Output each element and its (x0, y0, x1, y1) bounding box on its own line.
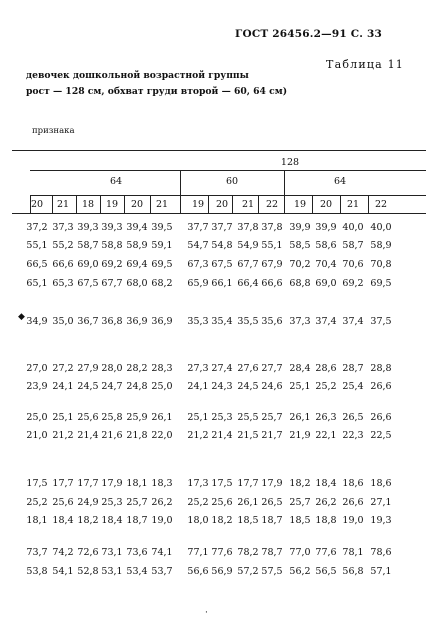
table-cell: 17,9 (261, 478, 283, 489)
table-cell: 24,7 (101, 381, 123, 392)
table-cell: 78,1 (342, 547, 364, 558)
table-cell: 36,9 (151, 316, 173, 327)
table-cell: 17,7 (52, 478, 74, 489)
table-cell: 54,9 (237, 240, 259, 251)
table-cell: 72,6 (77, 547, 99, 558)
table-cell: 18,4 (315, 478, 337, 489)
table-cell: 58,5 (289, 240, 311, 251)
table-cell: 39,9 (289, 222, 311, 233)
table-cell: 69,5 (370, 278, 392, 289)
table-cell: 18,2 (289, 478, 311, 489)
table-cell: 21,4 (211, 430, 233, 441)
table-cell: 22,5 (370, 430, 392, 441)
table-cell: 24,3 (211, 381, 233, 392)
table-cell: 26,6 (370, 381, 392, 392)
table-cell: 37,3 (289, 316, 311, 327)
table-cell: 52,8 (77, 566, 99, 577)
table-cell: 18,7 (261, 515, 283, 526)
table-cell: 18,5 (289, 515, 311, 526)
table-cell: 28,0 (101, 363, 123, 374)
column-subheader: 21 (56, 199, 70, 210)
column-subheader: 21 (241, 199, 255, 210)
table-cell: 19,3 (370, 515, 392, 526)
table-cell: 25,3 (101, 497, 123, 508)
table-cell: 35,0 (52, 316, 74, 327)
table-cell: 35,5 (237, 316, 259, 327)
column-subheader: 22 (265, 199, 279, 210)
table-cell: 54,1 (52, 566, 74, 577)
table-cell: 35,6 (261, 316, 283, 327)
table-cell: 37,2 (26, 222, 48, 233)
table-cell: 69,0 (77, 259, 99, 270)
table-cell: 21,4 (77, 430, 99, 441)
table-cell: 54,7 (187, 240, 209, 251)
column-subheader: 21 (346, 199, 360, 210)
column-subheader: 19 (293, 199, 307, 210)
table-cell: 40,0 (370, 222, 392, 233)
table-cell: 26,1 (151, 412, 173, 423)
table-cell: 37,8 (237, 222, 259, 233)
table-cell: 27,6 (237, 363, 259, 374)
table-cell: 18,0 (187, 515, 209, 526)
table-cell: 53,1 (101, 566, 123, 577)
table-cell: 66,1 (211, 278, 233, 289)
sign-label: признака (32, 126, 75, 136)
table-cell: 21,0 (26, 430, 48, 441)
table-cell: 58,9 (126, 240, 148, 251)
table-cell: 18,1 (26, 515, 48, 526)
table-cell: 26,1 (237, 497, 259, 508)
table-cell: 39,5 (151, 222, 173, 233)
table-cell: 28,6 (315, 363, 337, 374)
table-cell: 28,4 (289, 363, 311, 374)
table-cell: 25,0 (26, 412, 48, 423)
table-cell: 56,5 (315, 566, 337, 577)
table-cell: 24,8 (126, 381, 148, 392)
table-cell: 25,2 (26, 497, 48, 508)
table-cell: 25,7 (126, 497, 148, 508)
table-cell: 58,7 (77, 240, 99, 251)
table-cell: 37,4 (315, 316, 337, 327)
table-cell: 66,6 (261, 278, 283, 289)
table-cell: 36,9 (126, 316, 148, 327)
table-cell: 27,4 (211, 363, 233, 374)
table-cell: 18,5 (237, 515, 259, 526)
table-cell: 26,1 (289, 412, 311, 423)
table-cell: 26,6 (370, 412, 392, 423)
table-cell: 78,6 (370, 547, 392, 558)
table-cell: 19,0 (342, 515, 364, 526)
table-cell: 56,9 (211, 566, 233, 577)
column-subheader: 20 (319, 199, 333, 210)
table-cell: 17,5 (211, 478, 233, 489)
table-cell: 21,6 (101, 430, 123, 441)
table-cell: 21,5 (237, 430, 259, 441)
table-cell: 27,1 (370, 497, 392, 508)
table-cell: 58,9 (370, 240, 392, 251)
table-cell: 26,5 (261, 497, 283, 508)
table-cell: 21,8 (126, 430, 148, 441)
rule-sub (12, 213, 426, 214)
table-cell: 68,8 (289, 278, 311, 289)
table-cell: 66,4 (237, 278, 259, 289)
table-cell: 37,7 (187, 222, 209, 233)
table-cell: 55,1 (26, 240, 48, 251)
table-cell: 69,2 (101, 259, 123, 270)
table-cell: 53,8 (26, 566, 48, 577)
table-cell: 24,1 (52, 381, 74, 392)
table-cell: 69,2 (342, 278, 364, 289)
table-cell: 22,3 (342, 430, 364, 441)
column-subheader: 20 (130, 199, 144, 210)
table-cell: 56,8 (342, 566, 364, 577)
table-cell: 28,8 (370, 363, 392, 374)
table-cell: 27,2 (52, 363, 74, 374)
table-cell: 70,6 (342, 259, 364, 270)
table-cell: 25,1 (289, 381, 311, 392)
table-cell: 58,8 (101, 240, 123, 251)
table-cell: 58,6 (315, 240, 337, 251)
table-cell: 18,6 (342, 478, 364, 489)
table-cell: 25,1 (52, 412, 74, 423)
table-cell: 67,3 (187, 259, 209, 270)
table-cell: 18,8 (315, 515, 337, 526)
table-cell: 21,9 (289, 430, 311, 441)
caption-line-2: рост — 128 см, обхват груди второй — 60, 64 см) (26, 86, 288, 97)
table-cell: 25,8 (101, 412, 123, 423)
table-title: Таблица 11 (326, 58, 404, 71)
table-cell: 25,5 (237, 412, 259, 423)
table-cell: 27,3 (187, 363, 209, 374)
table-cell: 18,6 (370, 478, 392, 489)
table-cell: 18,4 (52, 515, 74, 526)
table-cell: 70,2 (289, 259, 311, 270)
table-cell: 66,6 (52, 259, 74, 270)
table-cell: 18,4 (101, 515, 123, 526)
table-cell: 65,9 (187, 278, 209, 289)
table-cell: 57,5 (261, 566, 283, 577)
table-cell: 17,7 (77, 478, 99, 489)
table-cell: 67,7 (237, 259, 259, 270)
table-cell: 58,7 (342, 240, 364, 251)
table-cell: 22,0 (151, 430, 173, 441)
rule-top (12, 150, 426, 151)
table-cell: 24,5 (237, 381, 259, 392)
table-cell: 34,9 (26, 316, 48, 327)
rule-128 (30, 170, 426, 171)
table-cell: 28,7 (342, 363, 364, 374)
table-cell: 24,9 (77, 497, 99, 508)
table-cell: 55,2 (52, 240, 74, 251)
table-cell: 18,2 (77, 515, 99, 526)
table-cell: 70,8 (370, 259, 392, 270)
table-cell: 26,2 (315, 497, 337, 508)
table-cell: 67,5 (211, 259, 233, 270)
table-cell: 17,9 (101, 478, 123, 489)
page-header: ГОСТ 26456.2—91 С. 33 (235, 28, 382, 40)
table-cell: 21,2 (52, 430, 74, 441)
table-cell: 59,1 (151, 240, 173, 251)
table-cell: 26,3 (315, 412, 337, 423)
table-cell: 24,5 (77, 381, 99, 392)
table-cell: 66,5 (26, 259, 48, 270)
table-cell: 69,5 (151, 259, 173, 270)
table-cell: 77,6 (211, 547, 233, 558)
table-cell: 78,2 (237, 547, 259, 558)
table-cell: 69,0 (315, 278, 337, 289)
table-cell: 67,7 (101, 278, 123, 289)
column-subheader: 18 (81, 199, 95, 210)
table-cell: 39,3 (101, 222, 123, 233)
table-cell: 69,4 (126, 259, 148, 270)
table-cell: 26,6 (342, 497, 364, 508)
table-cell: 65,3 (52, 278, 74, 289)
table-cell: 21,7 (261, 430, 283, 441)
column-subheader: 22 (374, 199, 388, 210)
table-cell: 17,5 (26, 478, 48, 489)
table-cell: 77,1 (187, 547, 209, 558)
table-cell: 17,7 (237, 478, 259, 489)
table-cell: 25,3 (211, 412, 233, 423)
table-cell: 26,2 (151, 497, 173, 508)
table-cell: 56,6 (187, 566, 209, 577)
marker-dot-small: · (205, 608, 208, 618)
table-cell: 37,8 (261, 222, 283, 233)
table-cell: 25,6 (52, 497, 74, 508)
table-cell: 18,1 (126, 478, 148, 489)
rule-mid (30, 195, 426, 196)
table-cell: 35,4 (211, 316, 233, 327)
header-64-right: 64 (333, 176, 347, 187)
table-cell: 39,4 (126, 222, 148, 233)
table-cell: 35,3 (187, 316, 209, 327)
table-cell: 17,3 (187, 478, 209, 489)
table-cell: 25,7 (261, 412, 283, 423)
table-cell: 68,2 (151, 278, 173, 289)
table-cell: 24,6 (261, 381, 283, 392)
header-60: 60 (225, 176, 239, 187)
table-cell: 25,0 (151, 381, 173, 392)
table-cell: 28,2 (126, 363, 148, 374)
table-cell: 37,4 (342, 316, 364, 327)
table-cell: 68,0 (126, 278, 148, 289)
table-cell: 57,1 (370, 566, 392, 577)
table-cell: 73,7 (26, 547, 48, 558)
table-cell: 53,4 (126, 566, 148, 577)
table-cell: 74,1 (151, 547, 173, 558)
column-subheader: 19 (105, 199, 119, 210)
table-cell: 21,2 (187, 430, 209, 441)
table-cell: 67,5 (77, 278, 99, 289)
table-cell: 40,0 (342, 222, 364, 233)
table-cell: 25,9 (126, 412, 148, 423)
table-cell: 25,2 (187, 497, 209, 508)
table-cell: 53,7 (151, 566, 173, 577)
table-cell: 37,7 (211, 222, 233, 233)
table-cell: 78,7 (261, 547, 283, 558)
table-cell: 73,1 (101, 547, 123, 558)
table-cell: 25,6 (211, 497, 233, 508)
table-cell: 39,3 (77, 222, 99, 233)
table-cell: 25,6 (77, 412, 99, 423)
table-cell: 67,9 (261, 259, 283, 270)
table-cell: 27,9 (77, 363, 99, 374)
table-cell: 22,1 (315, 430, 337, 441)
table-cell: 19,0 (151, 515, 173, 526)
table-cell: 25,2 (315, 381, 337, 392)
column-subheader: 19 (191, 199, 205, 210)
table-cell: 23,9 (26, 381, 48, 392)
column-subheader: 21 (155, 199, 169, 210)
column-subheader: 20 (215, 199, 229, 210)
table-cell: 37,3 (52, 222, 74, 233)
table-cell: 73,6 (126, 547, 148, 558)
header-64-left: 64 (109, 176, 123, 187)
table-cell: 25,7 (289, 497, 311, 508)
table-cell: 77,6 (315, 547, 337, 558)
table-cell: 74,2 (52, 547, 74, 558)
table-cell: 39,9 (315, 222, 337, 233)
table-cell: 25,4 (342, 381, 364, 392)
table-cell: 25,1 (187, 412, 209, 423)
table-cell: 37,5 (370, 316, 392, 327)
table-cell: 65,1 (26, 278, 48, 289)
table-cell: 54,8 (211, 240, 233, 251)
table-cell: 70,4 (315, 259, 337, 270)
table-cell: 77,0 (289, 547, 311, 558)
marker-dot: ◆ (18, 312, 25, 322)
table-cell: 57,2 (237, 566, 259, 577)
column-subheader: 20 (30, 199, 44, 210)
caption-line-1: девочек дошкольной возрастной группы (26, 70, 249, 81)
table-cell: 18,2 (211, 515, 233, 526)
vrule-6 (180, 170, 181, 213)
table-cell: 55,1 (261, 240, 283, 251)
table-cell: 28,3 (151, 363, 173, 374)
table-cell: 24,1 (187, 381, 209, 392)
table-cell: 56,2 (289, 566, 311, 577)
table-cell: 26,5 (342, 412, 364, 423)
header-128: 128 (280, 157, 300, 168)
table-cell: 27,7 (261, 363, 283, 374)
table-cell: 18,3 (151, 478, 173, 489)
table-cell: 36,7 (77, 316, 99, 327)
table-cell: 18,7 (126, 515, 148, 526)
table-cell: 27,0 (26, 363, 48, 374)
table-cell: 36,8 (101, 316, 123, 327)
